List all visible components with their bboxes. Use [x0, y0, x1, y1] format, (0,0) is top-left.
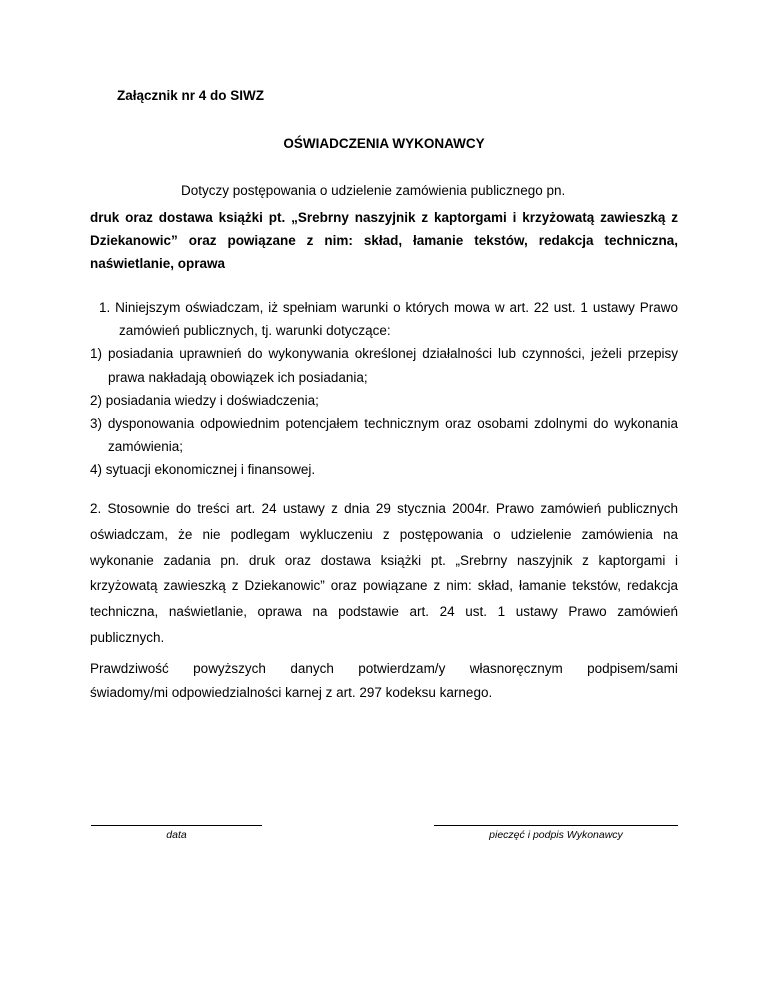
truth-word: własnoręcznym: [469, 661, 563, 676]
conditions-lead: 1. Niniejszym oświadczam, iż spełniam warunki o których mowa w art. 22 ust. 1 ustawy Prawo zamówień publicznych, tj. warunki dotyczące:: [99, 300, 678, 339]
section-truth-declaration: [90, 657, 678, 705]
truth-word: podpisem/sami: [587, 661, 678, 676]
stamp-signature-line: [434, 825, 678, 826]
date-signature-line: [91, 825, 262, 826]
section-exclusion-statement: 2. Stosownie do treści art. 24 ustawy z dnia 29 stycznia 2004r. Prawo zamówień publicznych oświadczam, że nie podlegam wykluczeniu z postępowania o udzielenie zamówienia na wykonanie zadania pn. druk oraz dostawa książki pt. „Srebrny naszyjnik z kaptorgami i krzyżowatą zawieszką z Dziekanowic” oraz powiązane z nim: skład, łamanie tekstów, redakcja techniczna, naświetlanie, oprawa na podstawie art. 24 ust. 1 ustawy Prawo zamówień publicznych.: [90, 501, 678, 645]
section-conditions: [90, 296, 678, 482]
date-caption: data: [166, 829, 187, 841]
truth-word: powyższych: [193, 661, 266, 676]
truth-line-1: [90, 657, 678, 681]
intro-line: Dotyczy postępowania o udzielenie zamówienia publicznego pn.: [181, 183, 566, 198]
document-title: OŚWIADCZENIA WYKONAWCY: [283, 136, 485, 151]
condition-item: 1) posiadania uprawnień do wykonywania określonej działalności lub czynności, jeżeli przepisy prawa nakładają obowiązek ich posiadania;: [90, 346, 678, 385]
truth-word: potwierdzam/y: [358, 661, 446, 676]
condition-item: 2) posiadania wiedzy i doświadczenia;: [90, 392, 319, 408]
procurement-subject: druk oraz dostawa książki pt. „Srebrny naszyjnik z kaptorgami i krzyżowatą zawieszką z Dziekanowic” oraz powiązane z nim: skład, łamanie tekstów, redakcja techniczna, naświetlanie, oprawa: [90, 210, 678, 271]
attachment-label: Załącznik nr 4 do SIWZ: [117, 88, 265, 103]
truth-line-2: świadomy/mi odpowiedzialności karnej z art. 297 kodeksu karnego.: [90, 685, 493, 700]
condition-item: 4) sytuacji ekonomicznej i finansowej.: [90, 462, 316, 478]
stamp-caption: pieczęć i podpis Wykonawcy: [489, 829, 623, 841]
condition-item: 3) dysponowania odpowiednim potencjałem technicznym oraz osobami zdolnymi do wykonania zamówienia;: [90, 416, 678, 455]
truth-word: Prawdziwość: [90, 661, 169, 676]
truth-word: danych: [290, 661, 334, 676]
